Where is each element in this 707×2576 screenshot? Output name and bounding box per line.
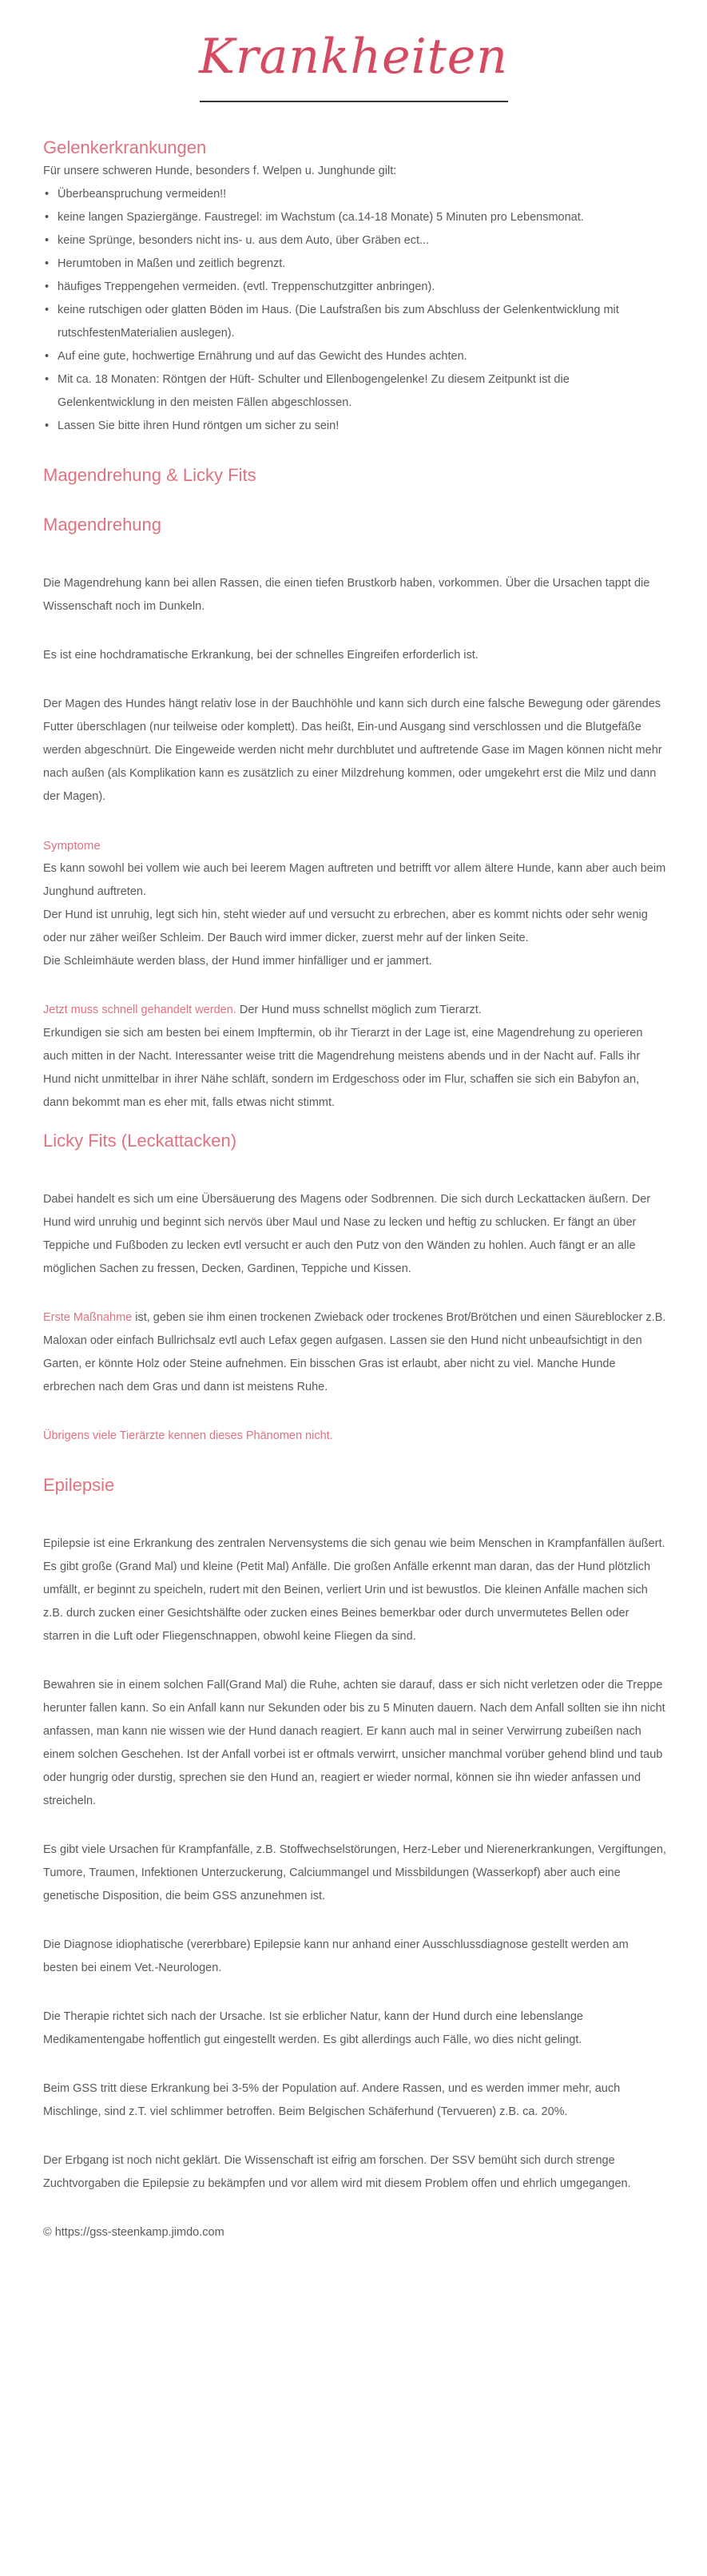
gelenk-list bbox=[43, 183, 666, 438]
section-title-licky: Licky Fits (Leckattacken) bbox=[43, 1131, 237, 1151]
list-item: • keine langen Spaziergänge. Faustregel: im Wachstum (ca.14-18 Monate) 5 Minuten pro Lebensmonat. bbox=[43, 206, 666, 229]
symptome-paragraph-3: Die Schleimhäute werden blass, der Hund immer hinfälliger und er jammert. bbox=[43, 955, 432, 968]
jetzt-paragraph bbox=[43, 999, 666, 1022]
list-item: • keine rutschigen oder glatten Böden im Haus. (Die Laufstraßen bis zum Abschluss der Gelenkentwicklung mit rutschfestenMaterialien auslegen). bbox=[43, 299, 666, 345]
jetzt-text: Der Hund muss schnellst möglich zum Tierarzt. bbox=[236, 1004, 482, 1016]
symptome-label: Symptome bbox=[43, 839, 101, 853]
jetzt-paragraph-2: Erkundigen sie sich am besten bei einem Impftermin, ob ihr Tierarzt in der Lage ist, eine Magendrehung zu operieren auch mitten in der Nacht. Interessanter weise tritt die Magendrehung meistens abends und in der Nacht auf. Falls ihr Hund nicht unmittelbar in ihrer Nähe schläft, sondern im Erdgeschoss oder im Flur, schaffen sie sich ein Babyfon an, dann bekommt man es eher mit, falls etwas nicht stimmt. bbox=[43, 1027, 643, 1109]
list-item: • Lassen Sie bitte ihren Hund röntgen um sicher zu sein! bbox=[43, 415, 666, 438]
erste-text: ist, geben sie ihm einen trockenen Zwieback oder trockenes Brot/Brötchen und einen Säureblocker z.B. Maloxan oder einfach Bullrichsalz evtl auch Lefax gegen aufgasen. Lassen sie den Hund nicht unbeaufsichtigt in den Garten, er könnte Holz oder Steine aufnehmen. Ein bisschen Gras ist erlaubt, aber nicht zu viel. Manche Hunde erbrechen nach dem Gras und dann ist meistens Ruhe. bbox=[43, 1311, 666, 1393]
section-title-magen: Magendrehung & Licky Fits bbox=[43, 465, 256, 485]
header-divider bbox=[200, 101, 508, 102]
erste-paragraph bbox=[43, 1306, 666, 1399]
symptome-paragraph-1: Es kann sowohl bei vollem wie auch bei leerem Magen auftreten und betrifft vor allem ältere Hunde, kann aber auch beim Junghund auftreten. bbox=[43, 862, 666, 898]
symptome-paragraph-2: Der Hund ist unruhig, legt sich hin, steht wieder auf und versucht zu erbrechen, aber es kommt nichts oder sehr wenig oder nur zäher weißer Schleim. Der Bauch wird immer dicker, zuerst mehr auf der linken Seite. bbox=[43, 908, 648, 944]
magen-paragraph-1: Die Magendrehung kann bei allen Rassen, die einen tiefen Brustkorb haben, vorkommen. Über die Ursachen tappt die Wissenschaft noch im Dunkeln. bbox=[43, 577, 650, 613]
epilepsie-paragraph-4: Die Diagnose idiophatische (vererbbare) Epilepsie kann nur anhand einer Ausschlussdiagnose gestellt werden am besten bei einem Vet.-Neurologen. bbox=[43, 1938, 629, 1974]
licky-paragraph-1: Dabei handelt es sich um eine Übersäuerung des Magens oder Sodbrennen. Die sich durch Leckattacken äußern. Der Hund wird unruhig und beginnt sich nervös über Maul und Nase zu lecken und heftig zu schlucken. Er fängt an über Teppiche und Fußboden zu lecken evtl versucht er auch den Putz von den Wänden zu hohlen. Auch fängt er an alle möglichen Sachen zu fressen, Decken, Gardinen, Teppiche und Kissen. bbox=[43, 1193, 651, 1275]
page-header bbox=[0, 21, 707, 109]
licky-note: Übrigens viele Tierärzte kennen dieses Phänomen nicht. bbox=[43, 1429, 333, 1442]
list-item: • Auf eine gute, hochwertige Ernährung und auf das Gewicht des Hundes achten. bbox=[43, 345, 666, 368]
footer-copyright[interactable]: © https://gss-steenkamp.jimdo.com bbox=[43, 2226, 224, 2239]
section-subtitle-magendrehung: Magendrehung bbox=[43, 515, 162, 535]
list-item: • Überbeanspruchung vermeiden!! bbox=[43, 183, 666, 206]
list-item: • häufiges Treppengehen vermeiden. (evtl. Treppenschutzgitter anbringen). bbox=[43, 276, 666, 299]
gelenk-intro: Für unsere schweren Hunde, besonders f. Welpen u. Junghunde gilt: bbox=[43, 165, 397, 177]
magen-paragraph-2: Es ist eine hochdramatische Erkrankung, bei der schnelles Eingreifen erforderlich ist. bbox=[43, 649, 479, 662]
erste-label: Erste Maßnahme bbox=[43, 1311, 133, 1324]
magen-paragraph-3: Der Magen des Hundes hängt relativ lose in der Bauchhöhle und kann sich durch eine falsche Bewegung oder gärendes Futter überschlagen (nur teilweise oder komplett). Das heißt, Ein-und Ausgang sind verschlossen und die Blutgefäße werden abgeschnürt. Die Eingeweide werden nicht mehr durchblutet und auftretende Gase im Magen können nicht mehr nach außen (als Komplikation kann es zusätzlich zu einer Milzdrehung kommen, oder umgekehrt erst die Milz und dann der Magen). bbox=[43, 698, 662, 803]
epilepsie-paragraph-6: Beim GSS tritt diese Erkrankung bei 3-5% der Population auf. Andere Rassen, und es werden immer mehr, auch Mischlinge, sind z.T. viel schlimmer betroffen. Beim Belgischen Schäferhund (Tervueren) z.B. ca. 20%. bbox=[43, 2082, 621, 2118]
section-title-epilepsie: Epilepsie bbox=[43, 1475, 115, 1495]
list-item: • Mit ca. 18 Monaten: Röntgen der Hüft- Schulter und Ellenbogengelenke! Zu diesem Zeitpunkt ist die Gelenkentwicklung in den meisten Fällen abgeschlossen. bbox=[43, 368, 666, 415]
section-title-gelenk: Gelenkerkrankungen bbox=[43, 137, 207, 157]
list-item: • Herumtoben in Maßen und zeitlich begrenzt. bbox=[43, 252, 666, 276]
list-item: • keine Sprünge, besonders nicht ins- u. aus dem Auto, über Gräben ect... bbox=[43, 229, 666, 252]
epilepsie-paragraph-5: Die Therapie richtet sich nach der Ursache. Ist sie erblicher Natur, kann der Hund durch eine lebenslange Medikamentengabe hoffentlich gut eingestellt werden. Es gibt allerdings auch Fälle, wo dies nicht gelingt. bbox=[43, 2010, 583, 2046]
epilepsie-paragraph-7: Der Erbgang ist noch nicht geklärt. Die Wissenschaft ist eifrig am forschen. Der SSV bemüht sich durch strenge Zuchtvorgaben die Epilepsie zu bekämpfen und vor allem wird mit diesem Problem offen und ehrlich umgegangen. bbox=[43, 2154, 631, 2190]
epilepsie-paragraph-1: Epilepsie ist eine Erkrankung des zentralen Nervensystems die sich genau wie beim Menschen in Krampfanfällen äußert. Es gibt große (Grand Mal) und kleine (Petit Mal) Anfälle. Die großen Anfälle erkennt man daran, das der Hund plötzlich umfällt, er beginnt zu speicheln, rudert mit den Beinen, verliert Urin und ist bewustlos. Die kleinen Anfälle machen sich z.B. durch zucken einer Gesichtshälfte oder zucken eines Beines bemerkbar oder durch unvermutetes Bellen oder starren in die Luft oder Fliegenschnappen, obwohl keine Fliegen da sind. bbox=[43, 1537, 665, 1643]
epilepsie-paragraph-2: Bewahren sie in einem solchen Fall(Grand Mal) die Ruhe, achten sie darauf, dass er sich nicht verletzen oder die Treppe herunter fallen kann. So ein Anfall kann nur Sekunden oder bis zu 5 Minuten dauern. Nach dem Anfall sollten sie ihn nicht anfassen, man kann nie wissen wie der Hund danach reagiert. Er kann auch mal in seiner Verwirrung zubeißen nach einem solchen Geschehen. Ist der Anfall vorbei ist er oftmals verwirrt, unsicher manchmal vorüber gehend blind und taub oder hungrig oder durstig, sprechen sie den Hund an, reagiert er wieder normal, können sie ihn wieder anfassen und streicheln. bbox=[43, 1679, 665, 1807]
epilepsie-paragraph-3: Es gibt viele Ursachen für Krampfanfälle, z.B. Stoffwechselstörungen, Herz-Leber und Nierenerkrankungen, Vergiftungen, Tumore, Traumen, Infektionen Unterzuckerung, Calciummangel und Missbildungen (Wasserkopf) aber auch eine genetische Disposition, die beim GSS anzunehmen ist. bbox=[43, 1843, 666, 1902]
site-logo[interactable]: Krankheiten bbox=[199, 29, 508, 85]
main-content bbox=[43, 136, 666, 2244]
jetzt-label: Jetzt muss schnell gehandelt werden. bbox=[43, 1004, 236, 1016]
